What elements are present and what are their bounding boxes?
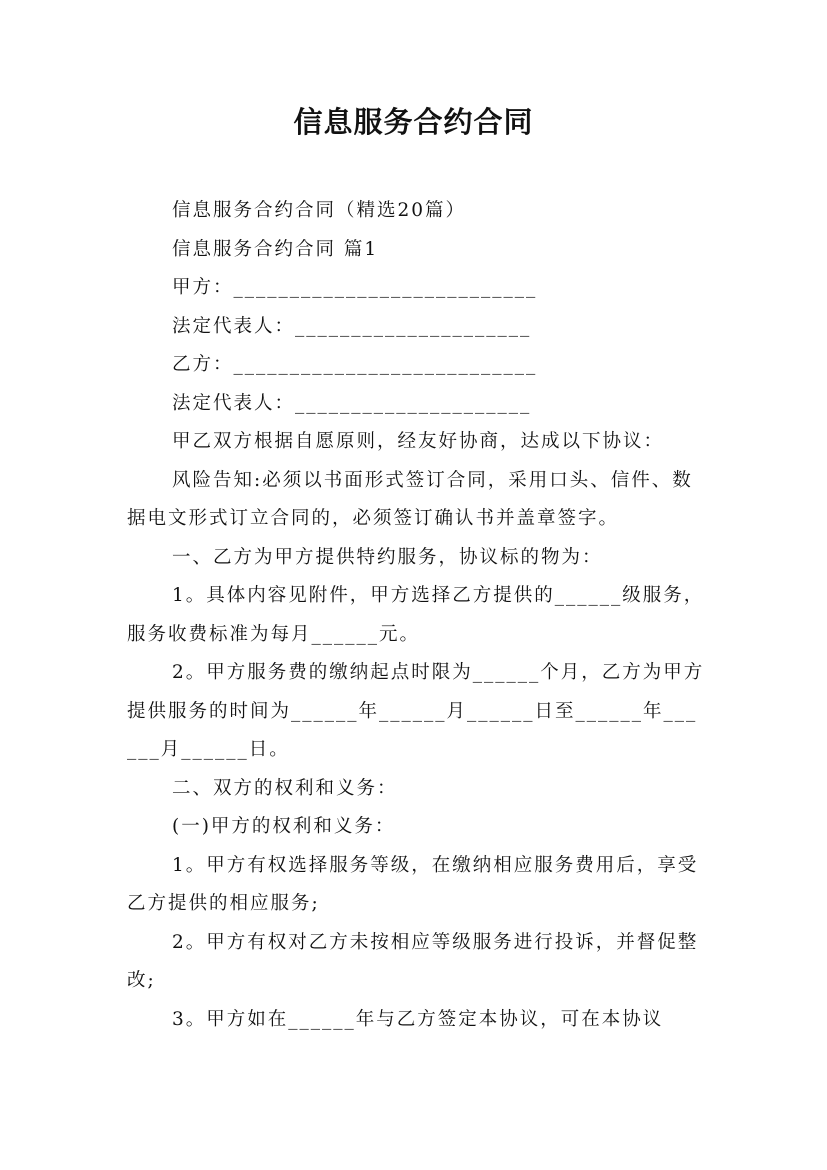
- paragraph-party-a: 甲方：___________________________: [172, 277, 538, 298]
- paragraph-clause-2-a-3: 3。甲方如在______年与乙方签定本协议，可在本协议: [172, 1008, 664, 1030]
- paragraph-clause-2-a-2: 2。甲方有权对乙方未按相应等级服务进行投诉，并督促整改;: [127, 931, 699, 991]
- paragraph-party-b-representative: 法定代表人：_____________________: [172, 392, 532, 414]
- paragraph-clause-1-2: 2。甲方服务费的缴纳起点时限为______个月，乙方为甲方提供服务的时间为______年______月______日至______年______月______日。: [127, 662, 705, 760]
- paragraph-subtitle: 信息服务合约合同（精选20篇）: [172, 200, 467, 221]
- paragraph-section-heading: 信息服务合约合同 篇1: [172, 238, 379, 260]
- document-body: [127, 192, 707, 1039]
- document-title: 信息服务合约合同: [293, 105, 534, 139]
- paragraph-clause-2: 二、双方的权利和义务：: [172, 777, 398, 799]
- paragraph-clause-1: 一、乙方为甲方提供特约服务，协议标的物为：: [172, 546, 603, 568]
- paragraph-clause-2-a-1: 1。甲方有权选择服务等级，在缴纳相应服务费用后，享受乙方提供的相应服务;: [127, 854, 699, 914]
- paragraph-clause-2-a: (一)甲方的权利和义务：: [172, 816, 396, 837]
- paragraph-agreement-intro: 甲乙双方根据自愿原则，经友好协商，达成以下协议：: [172, 431, 665, 452]
- paragraph-risk-notice: 风险告知:必须以书面形式签订合同，采用口头、信件、数据电文形式订立合同的，必须签订确认书并盖章签字。: [127, 469, 693, 529]
- paragraph-party-b: 乙方：___________________________: [172, 354, 538, 375]
- paragraph-party-a-representative: 法定代表人：_____________________: [172, 315, 532, 337]
- paragraph-clause-1-1: 1。具体内容见附件，甲方选择乙方提供的______级服务，服务收费标准为每月______元。: [127, 585, 705, 645]
